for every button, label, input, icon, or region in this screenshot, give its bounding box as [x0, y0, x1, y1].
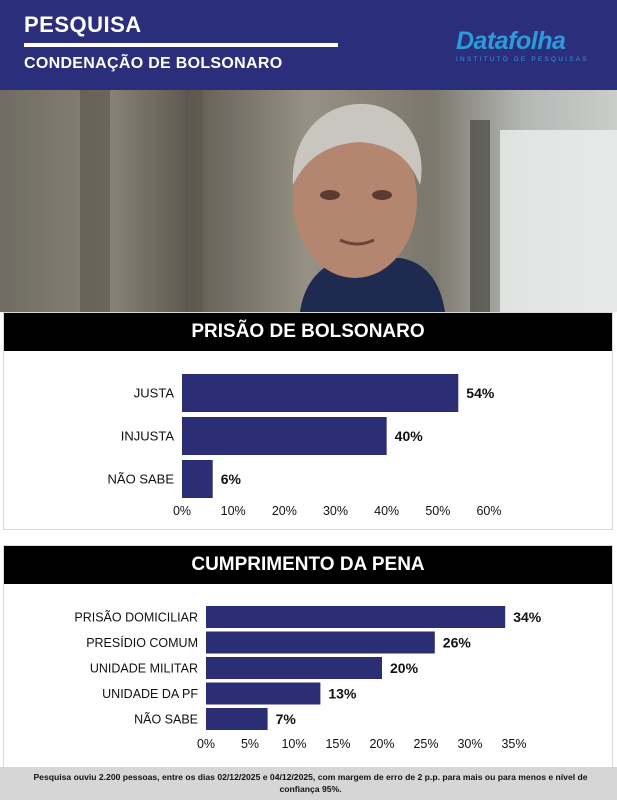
data-label: 13%	[328, 685, 357, 702]
portrait-illustration	[0, 90, 617, 312]
bar-1	[182, 417, 387, 455]
methodology-text: Pesquisa ouviu 2.200 pessoas, entre os dias 02/12/2025 e 04/12/2025, com margem de erro de 2 p.p. para mais ou para menos e nível de confiança 95%.	[33, 772, 588, 794]
x-tick-label: 15%	[325, 737, 351, 751]
data-label: 40%	[394, 428, 423, 444]
bar-3	[206, 683, 320, 705]
data-label: 54%	[466, 385, 495, 401]
chart-title: CUMPRIMENTO DA PENA	[4, 546, 612, 584]
footer-note	[0, 767, 617, 800]
x-tick-label: 30%	[322, 504, 349, 518]
bar-4	[206, 708, 268, 730]
x-tick-label: 20%	[271, 504, 297, 518]
bar-0	[182, 374, 458, 412]
x-tick-label: 20%	[369, 737, 395, 751]
x-tick-label: 30%	[457, 737, 483, 751]
x-tick-label: 0%	[196, 737, 216, 751]
data-label: 7%	[275, 711, 296, 727]
chart-title: PRISÃO DE BOLSONARO	[4, 313, 612, 351]
data-label: 20%	[390, 660, 419, 676]
x-tick-label: 10%	[281, 737, 307, 751]
category-label: JUSTA	[133, 385, 174, 401]
data-label: 26%	[442, 634, 471, 651]
x-tick-label: 0%	[172, 504, 192, 518]
bar-0	[206, 606, 505, 628]
x-tick-label: 25%	[413, 737, 439, 751]
x-tick-label: 40%	[374, 504, 400, 518]
bar-2	[182, 460, 213, 498]
category-label: INJUSTA	[120, 428, 174, 444]
bar-2	[206, 657, 382, 679]
category-label: UNIDADE MILITAR	[89, 661, 198, 676]
category-label: NÃO SABE	[107, 471, 174, 487]
portrait-photo	[0, 90, 617, 312]
x-tick-label: 35%	[501, 737, 527, 751]
x-tick-label: 5%	[240, 737, 260, 751]
page-title: PESQUISA	[24, 12, 142, 37]
data-label: 6%	[220, 471, 241, 487]
x-tick-label: 50%	[425, 504, 451, 518]
brand-name: Datafolha	[456, 27, 566, 55]
brand-logo	[456, 28, 591, 63]
brand-tagline: INSTITUTO DE PESQUISAS	[456, 56, 589, 63]
x-tick-label: 60%	[476, 504, 502, 518]
header-banner	[0, 0, 617, 92]
category-label: UNIDADE DA PF	[102, 687, 198, 701]
category-label: NÃO SABE	[134, 712, 198, 727]
category-label: PRISÃO DOMICILIAR	[74, 610, 198, 625]
chart-card-sentence	[3, 545, 613, 769]
bar-1	[206, 632, 435, 654]
x-tick-label: 10%	[220, 504, 246, 518]
chart-card-prison	[3, 312, 613, 530]
data-label: 34%	[513, 609, 542, 625]
bar-chart-prison	[4, 313, 612, 529]
title-underline	[24, 43, 338, 47]
page-subtitle: CONDENAÇÃO DE BOLSONARO	[24, 55, 283, 72]
category-label: PRESÍDIO COMUM	[86, 636, 198, 650]
bar-chart-sentence	[4, 546, 612, 768]
